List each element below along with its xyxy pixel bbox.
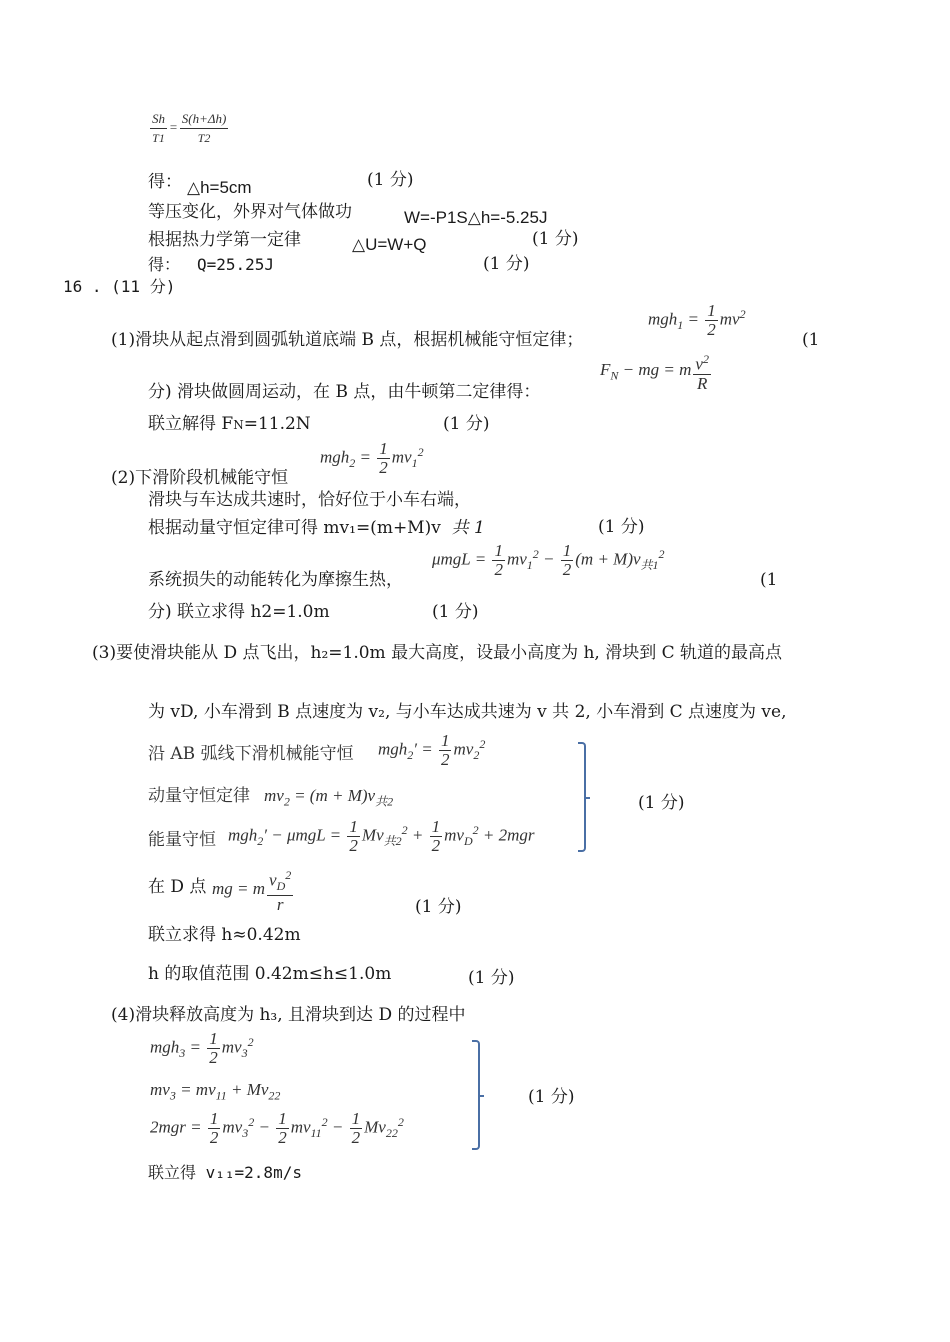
isobaric-text: 等压变化，外界对气体做功 bbox=[148, 202, 352, 222]
p2-friction-eq: μmgL = $\frac{1}{2}$ $mv_1^2$ − $\frac{1}{2}$ $(m + M)v_{共1}^2$ bbox=[432, 541, 665, 579]
p3-eq1: mgh$_2$′ = $\frac{1}{2}$ $mv_2^2$ bbox=[378, 731, 486, 769]
p2-line5: 分) 联立求得 h2=1.0m bbox=[148, 602, 330, 622]
p3-brace bbox=[578, 742, 586, 852]
p3-line2: 为 vD, 小车滑到 B 点速度为 v₂, 与小车达成共速为 v 共 2, 小车滑到 C 点速度为 ve, bbox=[148, 702, 787, 722]
p2-line1: (2)下滑阶段机械能守恒 bbox=[111, 468, 289, 488]
du-eq: △U=W+Q bbox=[352, 235, 427, 254]
p1-line3-tail: =11.2N bbox=[243, 414, 311, 434]
frac-right-den: T2 bbox=[197, 131, 211, 145]
p4-eq3: 2mgr = $\frac{1}{2}$ $mv_3^2$ − $\frac{1}{2}$ $mv_{11}^2$ − $\frac{1}{2}$ $Mv_{22}^2$ bbox=[150, 1109, 404, 1147]
p3-result: 联立求得 h≈0.42m bbox=[148, 925, 301, 945]
question-16-header: 16 . (11 分) bbox=[63, 277, 176, 296]
p3-range: h 的取值范围 0.42m≤h≤1.0m bbox=[148, 964, 392, 984]
p1-line2: 分) 滑块做圆周运动，在 B 点，由牛顿第二定律得： bbox=[148, 382, 541, 402]
frac-left-num: Sh bbox=[150, 110, 167, 129]
p3-score-c: (1 分) bbox=[468, 968, 515, 988]
p3-score-b: (1 分) bbox=[415, 897, 462, 917]
p3-line1: (3)要使滑块能从 D 点飞出，h₂=1.0m 最大高度，设最小高度为 h, 滑块到 C 轨道的最高点 bbox=[92, 643, 783, 663]
q-result: Q=25.25J bbox=[197, 255, 275, 274]
p3-eq3: mgh$_2$′ − μmgL = $\frac{1}{2}$ $Mv_{共2}^2$ + $\frac{1}{2}$ $mv_D^2 + 2mgr$ bbox=[228, 817, 535, 855]
ratio-equation: $\frac{Sh}{T1}$ = $\frac{S(h+\Delta h)}{T2}$ bbox=[152, 111, 227, 145]
frac-right-num: S(h+Δh) bbox=[180, 110, 229, 129]
p3-eq2-label: 动量守恒定律 bbox=[148, 786, 250, 806]
p3-eq4: mg = m $\frac{v_D^2}{r}$ bbox=[212, 868, 292, 915]
p1-line1: (1)滑块从起点滑到圆弧轨道底端 B 点，根据机械能守恒定律； bbox=[111, 330, 584, 350]
first-law-text: 根据热力学第一定律 bbox=[148, 230, 301, 250]
p1-newton-eq: $F_N$ − mg = m $\frac{v^2}{R}$ bbox=[600, 352, 709, 393]
score-2: (1 分) bbox=[532, 229, 579, 249]
p3-eq3-label: 能量守恒 bbox=[148, 830, 216, 850]
score-3: (1 分) bbox=[483, 254, 530, 274]
p3-score-a: (1 分) bbox=[638, 793, 685, 813]
de-label-2: 得： bbox=[148, 255, 181, 274]
p4-eq1: mgh$_3$ = $\frac{1}{2}$ $mv_3^2$ bbox=[150, 1029, 254, 1067]
p2-score-c: (1 分) bbox=[432, 602, 479, 622]
p2-line2: 滑块与车达成共速时，恰好位于小车右端， bbox=[148, 490, 471, 510]
p2-score-a: (1 分) bbox=[598, 517, 645, 537]
p2-line4: 系统损失的动能转化为摩擦生热， bbox=[148, 570, 403, 590]
p3-eq2: $mv_2 = (m + M)v_{共2}$ bbox=[264, 786, 394, 809]
p4-score: (1 分) bbox=[528, 1087, 575, 1107]
p1-score-a: (1 bbox=[802, 330, 820, 350]
work-eq: W=-P1S△h=-5.25J bbox=[404, 208, 548, 227]
p4-eq2: $mv_3 = mv_{11} + Mv_{22}$ bbox=[150, 1080, 281, 1103]
p2-line3-text: 根据动量守恒定律可得 mv₁=(m+M)v bbox=[148, 518, 441, 538]
de-label-1: 得： bbox=[148, 172, 182, 192]
p3-eq1-label: 沿 AB 弧线下滑机械能守恒 bbox=[148, 744, 354, 764]
p2-line3-italic: 共 1 bbox=[451, 518, 485, 538]
p4-result: 联立得 v₁₁=2.8m/s bbox=[148, 1163, 302, 1182]
p4-brace bbox=[472, 1040, 480, 1150]
score-1: (1 分) bbox=[367, 170, 414, 190]
p1-line3-head: 联立解得 F bbox=[148, 414, 234, 434]
dh-result: △h=5cm bbox=[187, 178, 252, 197]
p2-energy-eq: mgh$_2$ = $\frac{1}{2}$ $mv_1^2$ bbox=[320, 439, 424, 477]
p2-score-b: (1 bbox=[760, 570, 778, 590]
p4-line1: (4)滑块释放高度为 h₃, 且滑块到达 D 的过程中 bbox=[111, 1005, 466, 1025]
p2-line3 bbox=[148, 518, 485, 538]
p1-line3-sub: N bbox=[233, 418, 244, 432]
p3-eq4-label: 在 D 点 bbox=[148, 877, 207, 897]
p1-energy-eq: mgh$_1$ = $\frac{1}{2}$ $mv^2$ bbox=[648, 301, 746, 339]
frac-left-den: T1 bbox=[152, 131, 165, 145]
p1-line3 bbox=[148, 414, 311, 435]
p1-score-b: (1 分) bbox=[443, 414, 490, 434]
